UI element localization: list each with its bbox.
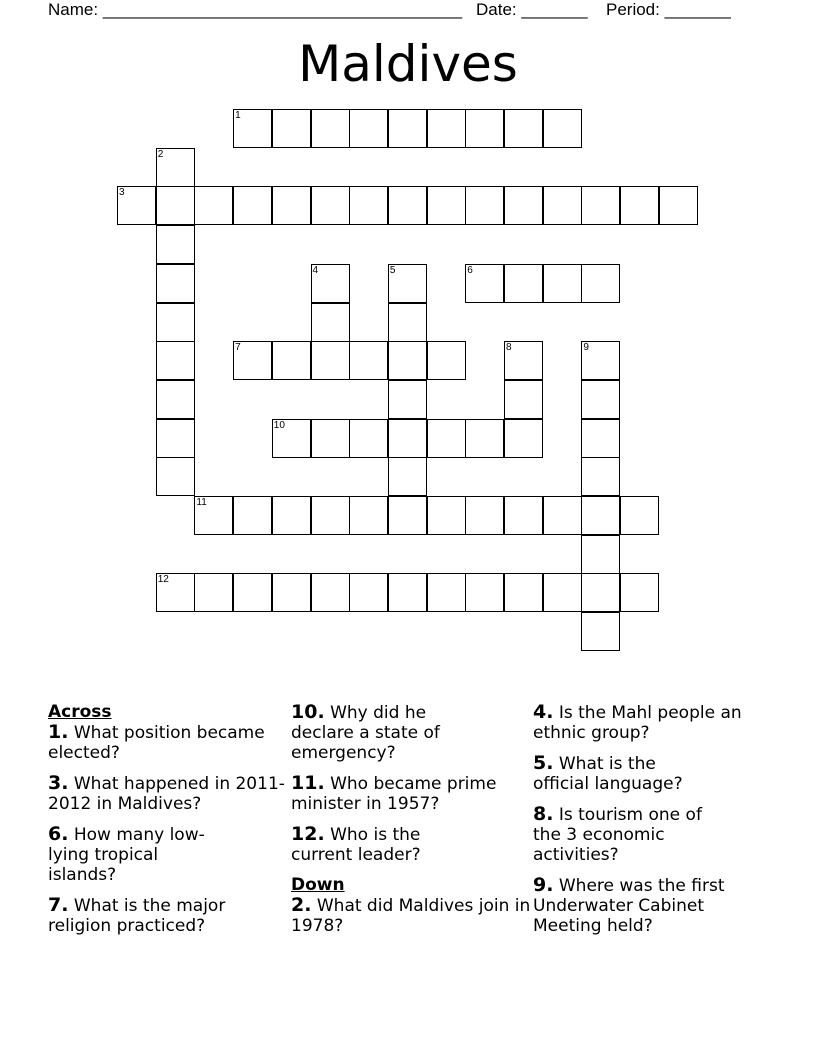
grid-cell[interactable]: [156, 457, 195, 496]
clue-across-7: 7. What is the major religion practiced?: [48, 894, 226, 936]
clue-number: 8: [506, 342, 512, 354]
grid-cell[interactable]: [504, 573, 543, 612]
clue-down-4: 4. Is the Mahl people an ethnic group?: [533, 701, 742, 743]
grid-cell[interactable]: [233, 496, 272, 535]
grid-cell[interactable]: [311, 496, 350, 535]
grid-cell[interactable]: [233, 109, 272, 148]
grid-cell[interactable]: [388, 573, 427, 612]
grid-cell[interactable]: [465, 419, 504, 458]
grid-cell[interactable]: [349, 419, 388, 458]
period-blank[interactable]: _______: [664, 0, 731, 19]
grid-cell[interactable]: [311, 341, 350, 380]
clue-number: 9: [583, 342, 589, 354]
grid-cell[interactable]: [581, 186, 620, 225]
clue-across-10: 10. Why did he declare a state of emergency?: [291, 701, 440, 763]
grid-cell[interactable]: [349, 109, 388, 148]
grid-cell[interactable]: [504, 419, 543, 458]
grid-cell[interactable]: [543, 264, 582, 303]
grid-cell[interactable]: [272, 109, 311, 148]
grid-cell[interactable]: [388, 341, 427, 380]
date-blank[interactable]: _______: [521, 0, 588, 19]
grid-cell[interactable]: [659, 186, 698, 225]
grid-cell[interactable]: [581, 612, 620, 651]
grid-cell[interactable]: [311, 419, 350, 458]
clue-number: 2: [157, 148, 164, 160]
grid-cell[interactable]: [272, 496, 311, 535]
grid-cell[interactable]: [311, 264, 350, 303]
grid-cell[interactable]: [504, 264, 543, 303]
grid-cell[interactable]: [581, 496, 620, 535]
grid-cell[interactable]: [233, 341, 272, 380]
grid-cell[interactable]: [465, 264, 504, 303]
grid-cell[interactable]: [156, 341, 195, 380]
date-label: Date:: [476, 0, 517, 19]
clue-across-11: 11. Who became prime minister in 1957?: [291, 772, 497, 814]
clue-number: 10: [273, 419, 285, 431]
clue-across-3: 3. What happened in 2011-2012 in Maldives?: [48, 772, 285, 814]
grid-cell[interactable]: [543, 573, 582, 612]
grid-cell[interactable]: [581, 457, 620, 496]
clue-across-1: 1. What position became elected?: [48, 721, 265, 763]
clue-number: 11: [196, 497, 207, 508]
grid-cell[interactable]: [388, 303, 427, 342]
grid-cell[interactable]: [311, 109, 350, 148]
grid-cell[interactable]: [543, 109, 582, 148]
clue-down-2: 2. What did Maldives join in 1978?: [291, 894, 531, 936]
grid-cell[interactable]: [349, 341, 388, 380]
grid-cell[interactable]: [543, 496, 582, 535]
clue-column-3: [533, 702, 773, 946]
grid-cell[interactable]: [194, 573, 233, 612]
clue-number: 6: [467, 264, 473, 276]
name-blank[interactable]: ______________________________________: [102, 0, 463, 19]
grid-cell[interactable]: [194, 186, 233, 225]
clue-down-9: 9. Where was the first Underwater Cabinet Meeting held?: [533, 874, 725, 936]
grid-cell[interactable]: [156, 419, 195, 458]
page-title: Maldives: [298, 35, 518, 93]
grid-cell[interactable]: [581, 341, 620, 380]
grid-cell[interactable]: [620, 496, 659, 535]
grid-cell[interactable]: [156, 380, 195, 419]
grid-cell[interactable]: [194, 496, 233, 535]
clue-across-6: 6. How many low-lying tropical islands?: [48, 823, 205, 885]
grid-cell[interactable]: [272, 573, 311, 612]
grid-cell[interactable]: [504, 496, 543, 535]
grid-cell[interactable]: [620, 186, 659, 225]
clue-number: 7: [235, 342, 241, 354]
grid-cell[interactable]: [272, 186, 311, 225]
grid-cell[interactable]: [465, 109, 504, 148]
clue-number: 4: [312, 264, 319, 276]
grid-cell[interactable]: [156, 573, 195, 612]
grid-cell[interactable]: [311, 573, 350, 612]
grid-cell[interactable]: [388, 496, 427, 535]
grid-cell[interactable]: [427, 419, 466, 458]
grid-cell[interactable]: [272, 419, 311, 458]
grid-cell[interactable]: [581, 380, 620, 419]
grid-cell[interactable]: [233, 573, 272, 612]
grid-cell[interactable]: [465, 573, 504, 612]
clue-number: 12: [157, 574, 169, 586]
clue-number: 3: [119, 187, 125, 199]
grid-cell[interactable]: [156, 264, 195, 303]
grid-cell[interactable]: [465, 496, 504, 535]
grid-cell[interactable]: [388, 109, 427, 148]
period-label: Period:: [606, 0, 660, 19]
grid-cell[interactable]: [349, 573, 388, 612]
grid-cell[interactable]: [388, 264, 427, 303]
grid-cell[interactable]: [311, 186, 350, 225]
grid-cell[interactable]: [427, 341, 466, 380]
clue-number: 1: [235, 110, 241, 121]
clue-column-2: [291, 702, 531, 946]
grid-cell[interactable]: [311, 303, 350, 342]
grid-cell[interactable]: [504, 186, 543, 225]
clue-across-12: 12. Who is the current leader?: [291, 823, 421, 865]
grid-cell[interactable]: [388, 419, 427, 458]
clue-down-5: 5. What is the official language?: [533, 752, 683, 794]
grid-cell[interactable]: [156, 225, 195, 264]
grid-cell[interactable]: [388, 380, 427, 419]
grid-cell[interactable]: [349, 186, 388, 225]
grid-cell[interactable]: [427, 109, 466, 148]
grid-cell[interactable]: [156, 148, 195, 187]
grid-cell[interactable]: [427, 496, 466, 535]
grid-cell[interactable]: [156, 186, 195, 225]
grid-cell[interactable]: [504, 109, 543, 148]
clue-number: 5: [389, 264, 396, 276]
grid-cell[interactable]: [233, 186, 272, 225]
grid-cell[interactable]: [272, 341, 311, 380]
grid-cell[interactable]: [349, 496, 388, 535]
grid-cell[interactable]: [156, 303, 195, 342]
grid-cell[interactable]: [581, 264, 620, 303]
grid-cell[interactable]: [504, 341, 543, 380]
grid-cell[interactable]: [388, 186, 427, 225]
down-heading: Down: [291, 875, 345, 895]
name-label: Name:: [48, 0, 99, 19]
clue-column-1: [48, 702, 288, 946]
grid-cell[interactable]: [465, 186, 504, 225]
grid-cell[interactable]: [581, 419, 620, 458]
grid-cell[interactable]: [620, 573, 659, 612]
grid-cell[interactable]: [117, 186, 156, 225]
grid-cell[interactable]: [543, 186, 582, 225]
grid-cell[interactable]: [427, 186, 466, 225]
across-heading: Across: [48, 702, 112, 722]
grid-cell[interactable]: [581, 535, 620, 574]
clue-down-8: 8. Is tourism one of the 3 economic activities?: [533, 803, 702, 865]
grid-cell[interactable]: [388, 457, 427, 496]
grid-cell[interactable]: [504, 380, 543, 419]
grid-cell[interactable]: [427, 573, 466, 612]
grid-cell[interactable]: [581, 573, 620, 612]
